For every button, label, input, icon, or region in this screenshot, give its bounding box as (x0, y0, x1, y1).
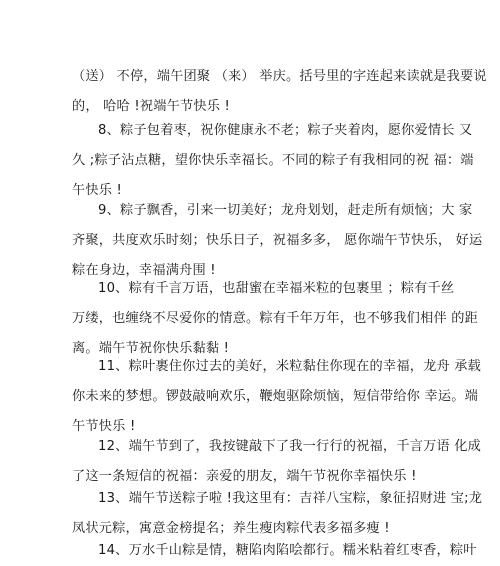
paragraph-9 (72, 196, 483, 286)
text-line: 的， 哈哈 !祝端午节快乐 ! (72, 99, 231, 114)
paragraph-14 (72, 536, 477, 566)
text-line: 久 ;粽子沾点糖，望你快乐幸福长。不同的粽子有我相同的祝 福：端 (72, 153, 474, 168)
text-line: 午节快乐 ! (72, 419, 136, 434)
text-line: 9、粽子飘香，引来一切美好；龙舟划划，赶走所有烦恼；大 家 (98, 203, 473, 218)
text-line: 11、粽叶裹住你过去的美好，米粒黏住你现在的幸福，龙舟 承载 (98, 359, 482, 374)
paragraph-13 (72, 484, 483, 544)
text-line: （送） 不停，端午团聚 （来） 举庆。括号里的字连起来读就是我要说 (72, 69, 487, 84)
paragraph-10 (72, 274, 479, 364)
paragraph-8 (72, 116, 474, 206)
text-line: 了这一条短信的祝福：亲爱的朋友，端午节祝你幸福快乐 ! (72, 469, 417, 484)
text-line: 14、万水千山粽是情，糖陷肉陷哙都行。糯米粘着红枣香，粽叶 (98, 543, 477, 558)
paragraph-7-continuation (72, 62, 487, 122)
text-line: 午快乐 ! (72, 183, 123, 198)
text-line: 8、粽子包着枣，祝你健康永不老；粽子夹着肉，愿你爱情长 又 (98, 123, 473, 138)
text-line: 粽在身边，幸福满舟围 ! (72, 263, 216, 278)
text-line: 万缕，也缠绕不尽爱你的情意。粽有千年万年，也不够我们相伴 的距 (72, 311, 479, 326)
text-line: 12、端午节到了，我按键敲下了我一行行的祝福，千言万语 化成 (98, 439, 482, 454)
paragraph-12 (72, 432, 482, 492)
text-line: 10、粽有千言万语，也甜蜜在幸福米粒的包裹里 ；粽有千丝 (98, 281, 455, 296)
text-line: 齐聚，共度欢乐时刻；快乐日子，祝福多多， 愿你端午节快乐， 好运 (72, 233, 483, 248)
text-line: 你未来的梦想。锣鼓敲响欢乐，鞭炮驱除烦恼，短信带给你 幸运。端 (72, 389, 479, 404)
text-line: 离。端午节祝你快乐黏黏 ! (72, 341, 230, 356)
text-line: 13、端午节送粽子啦 !我这里有：吉祥八宝粽，象征招财进 宝;龙 (98, 491, 483, 506)
paragraph-11 (72, 352, 482, 442)
text-line: 凤状元粽，寓意金榜提名；养生瘦肉粽代表多福多瘦 ! (72, 521, 390, 536)
